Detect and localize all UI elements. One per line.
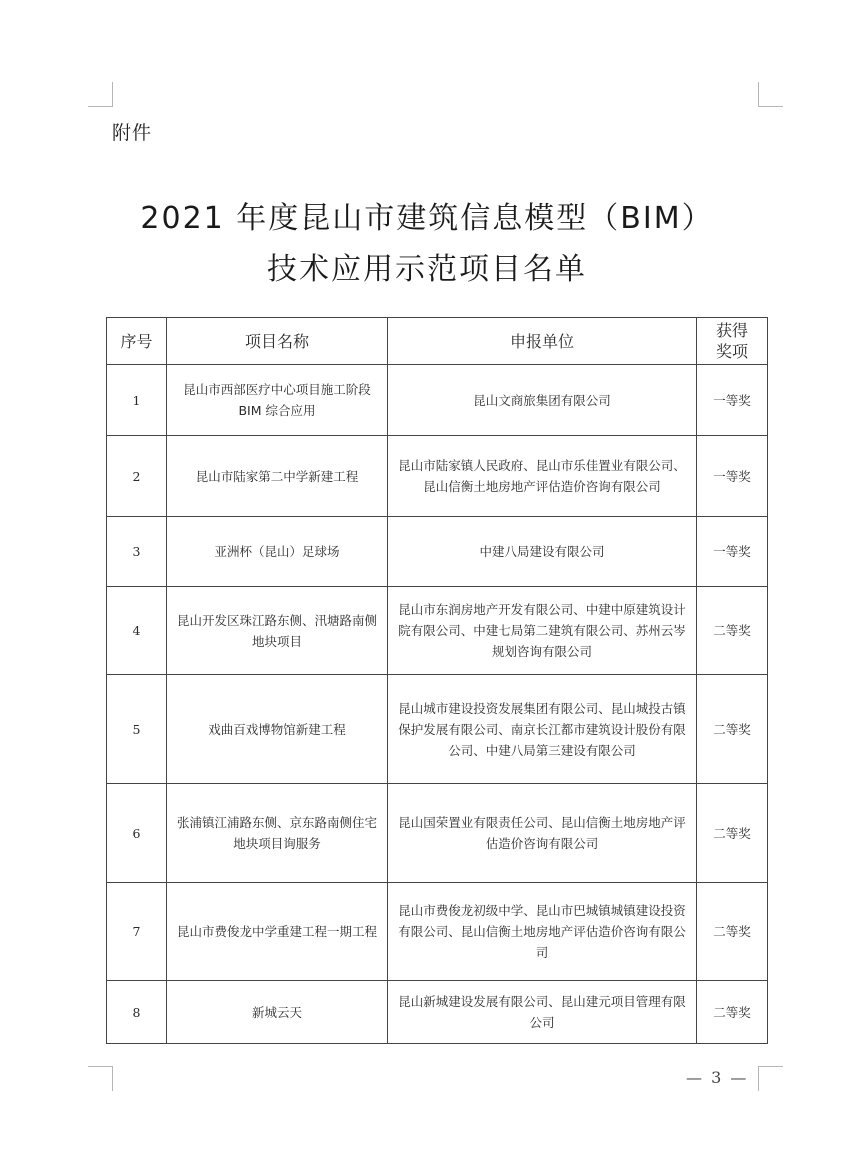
project-name: 昆山市陆家第二中学新建工程 (167, 436, 388, 517)
project-name: 张浦镇江浦路东侧、京东路南侧住宅地块项目询服务 (167, 784, 388, 883)
row-number: 5 (107, 675, 167, 784)
row-number: 4 (107, 587, 167, 675)
award-level: 二等奖 (697, 675, 768, 784)
header-award-top: 获得 (715, 321, 748, 340)
row-number: 2 (107, 436, 167, 517)
project-name: 戏曲百戏博物馆新建工程 (167, 675, 388, 784)
applicant-unit: 中建八局建设有限公司 (388, 517, 697, 587)
crop-mark-top-left (88, 82, 113, 107)
project-name: 昆山开发区珠江路东侧、汛塘路南侧地块项目 (167, 587, 388, 675)
award-level: 一等奖 (697, 365, 768, 436)
row-number: 1 (107, 365, 167, 436)
table-row (107, 784, 768, 883)
row-number: 7 (107, 883, 167, 981)
applicant-unit: 昆山市陆家镇人民政府、昆山市乐佳置业有限公司、昆山信衡土地房地产评估造价咨询有限公司 (388, 436, 697, 517)
row-number: 6 (107, 784, 167, 883)
attachment-label: 附件 (112, 122, 153, 144)
award-level: 二等奖 (697, 981, 768, 1044)
table-header-row (107, 318, 768, 365)
crop-mark-bottom-right (758, 1066, 783, 1091)
header-project: 项目名称 (167, 318, 388, 365)
applicant-unit: 昆山市费俊龙初级中学、昆山市巴城镇城镇建设投资有限公司、昆山信衡土地房地产评估造价咨询有限公司 (388, 883, 697, 981)
applicant-unit: 昆山文商旅集团有限公司 (388, 365, 697, 436)
document-title-line2: 技术应用示范项目名单 (267, 252, 587, 287)
award-level: 二等奖 (697, 784, 768, 883)
award-level: 二等奖 (697, 587, 768, 675)
table-row (107, 587, 768, 675)
crop-mark-top-right (758, 82, 783, 107)
project-name: 新城云天 (167, 981, 388, 1044)
applicant-unit: 昆山国荣置业有限责任公司、昆山信衡土地房地产评估造价咨询有限公司 (388, 784, 697, 883)
page-number: — 3 — (686, 1068, 749, 1087)
table-row (107, 981, 768, 1044)
row-number: 3 (107, 517, 167, 587)
row-number: 8 (107, 981, 167, 1044)
crop-mark-bottom-left (88, 1066, 113, 1091)
table-row (107, 436, 768, 517)
document-title-line1: 2021 年度昆山市建筑信息模型（BIM） (140, 201, 714, 236)
table-row (107, 675, 768, 784)
applicant-unit: 昆山新城建设发展有限公司、昆山建元项目管理有限公司 (388, 981, 697, 1044)
header-no: 序号 (107, 318, 167, 365)
table-row (107, 517, 768, 587)
table-row (107, 883, 768, 981)
applicant-unit: 昆山市东润房地产开发有限公司、中建中原建筑设计院有限公司、中建七局第二建筑有限公司、苏州云岑规划咨询有限公司 (388, 587, 697, 675)
table-row (107, 365, 768, 436)
award-level: 二等奖 (697, 883, 768, 981)
award-level: 一等奖 (697, 436, 768, 517)
applicant-unit: 昆山城市建设投资发展集团有限公司、昆山城投古镇保护发展有限公司、南京长江都市建筑设计股份有限公司、中建八局第三建设有限公司 (388, 675, 697, 784)
header-applicant: 申报单位 (388, 318, 697, 365)
project-name: 亚洲杯（昆山）足球场 (167, 517, 388, 587)
header-award (697, 318, 768, 365)
project-name: 昆山市费俊龙中学重建工程一期工程 (167, 883, 388, 981)
project-list-table (106, 317, 768, 1044)
project-name: 昆山市西部医疗中心项目施工阶段 BIM 综合应用 (167, 365, 388, 436)
award-level: 一等奖 (697, 517, 768, 587)
header-award-bottom: 奖项 (715, 342, 748, 361)
